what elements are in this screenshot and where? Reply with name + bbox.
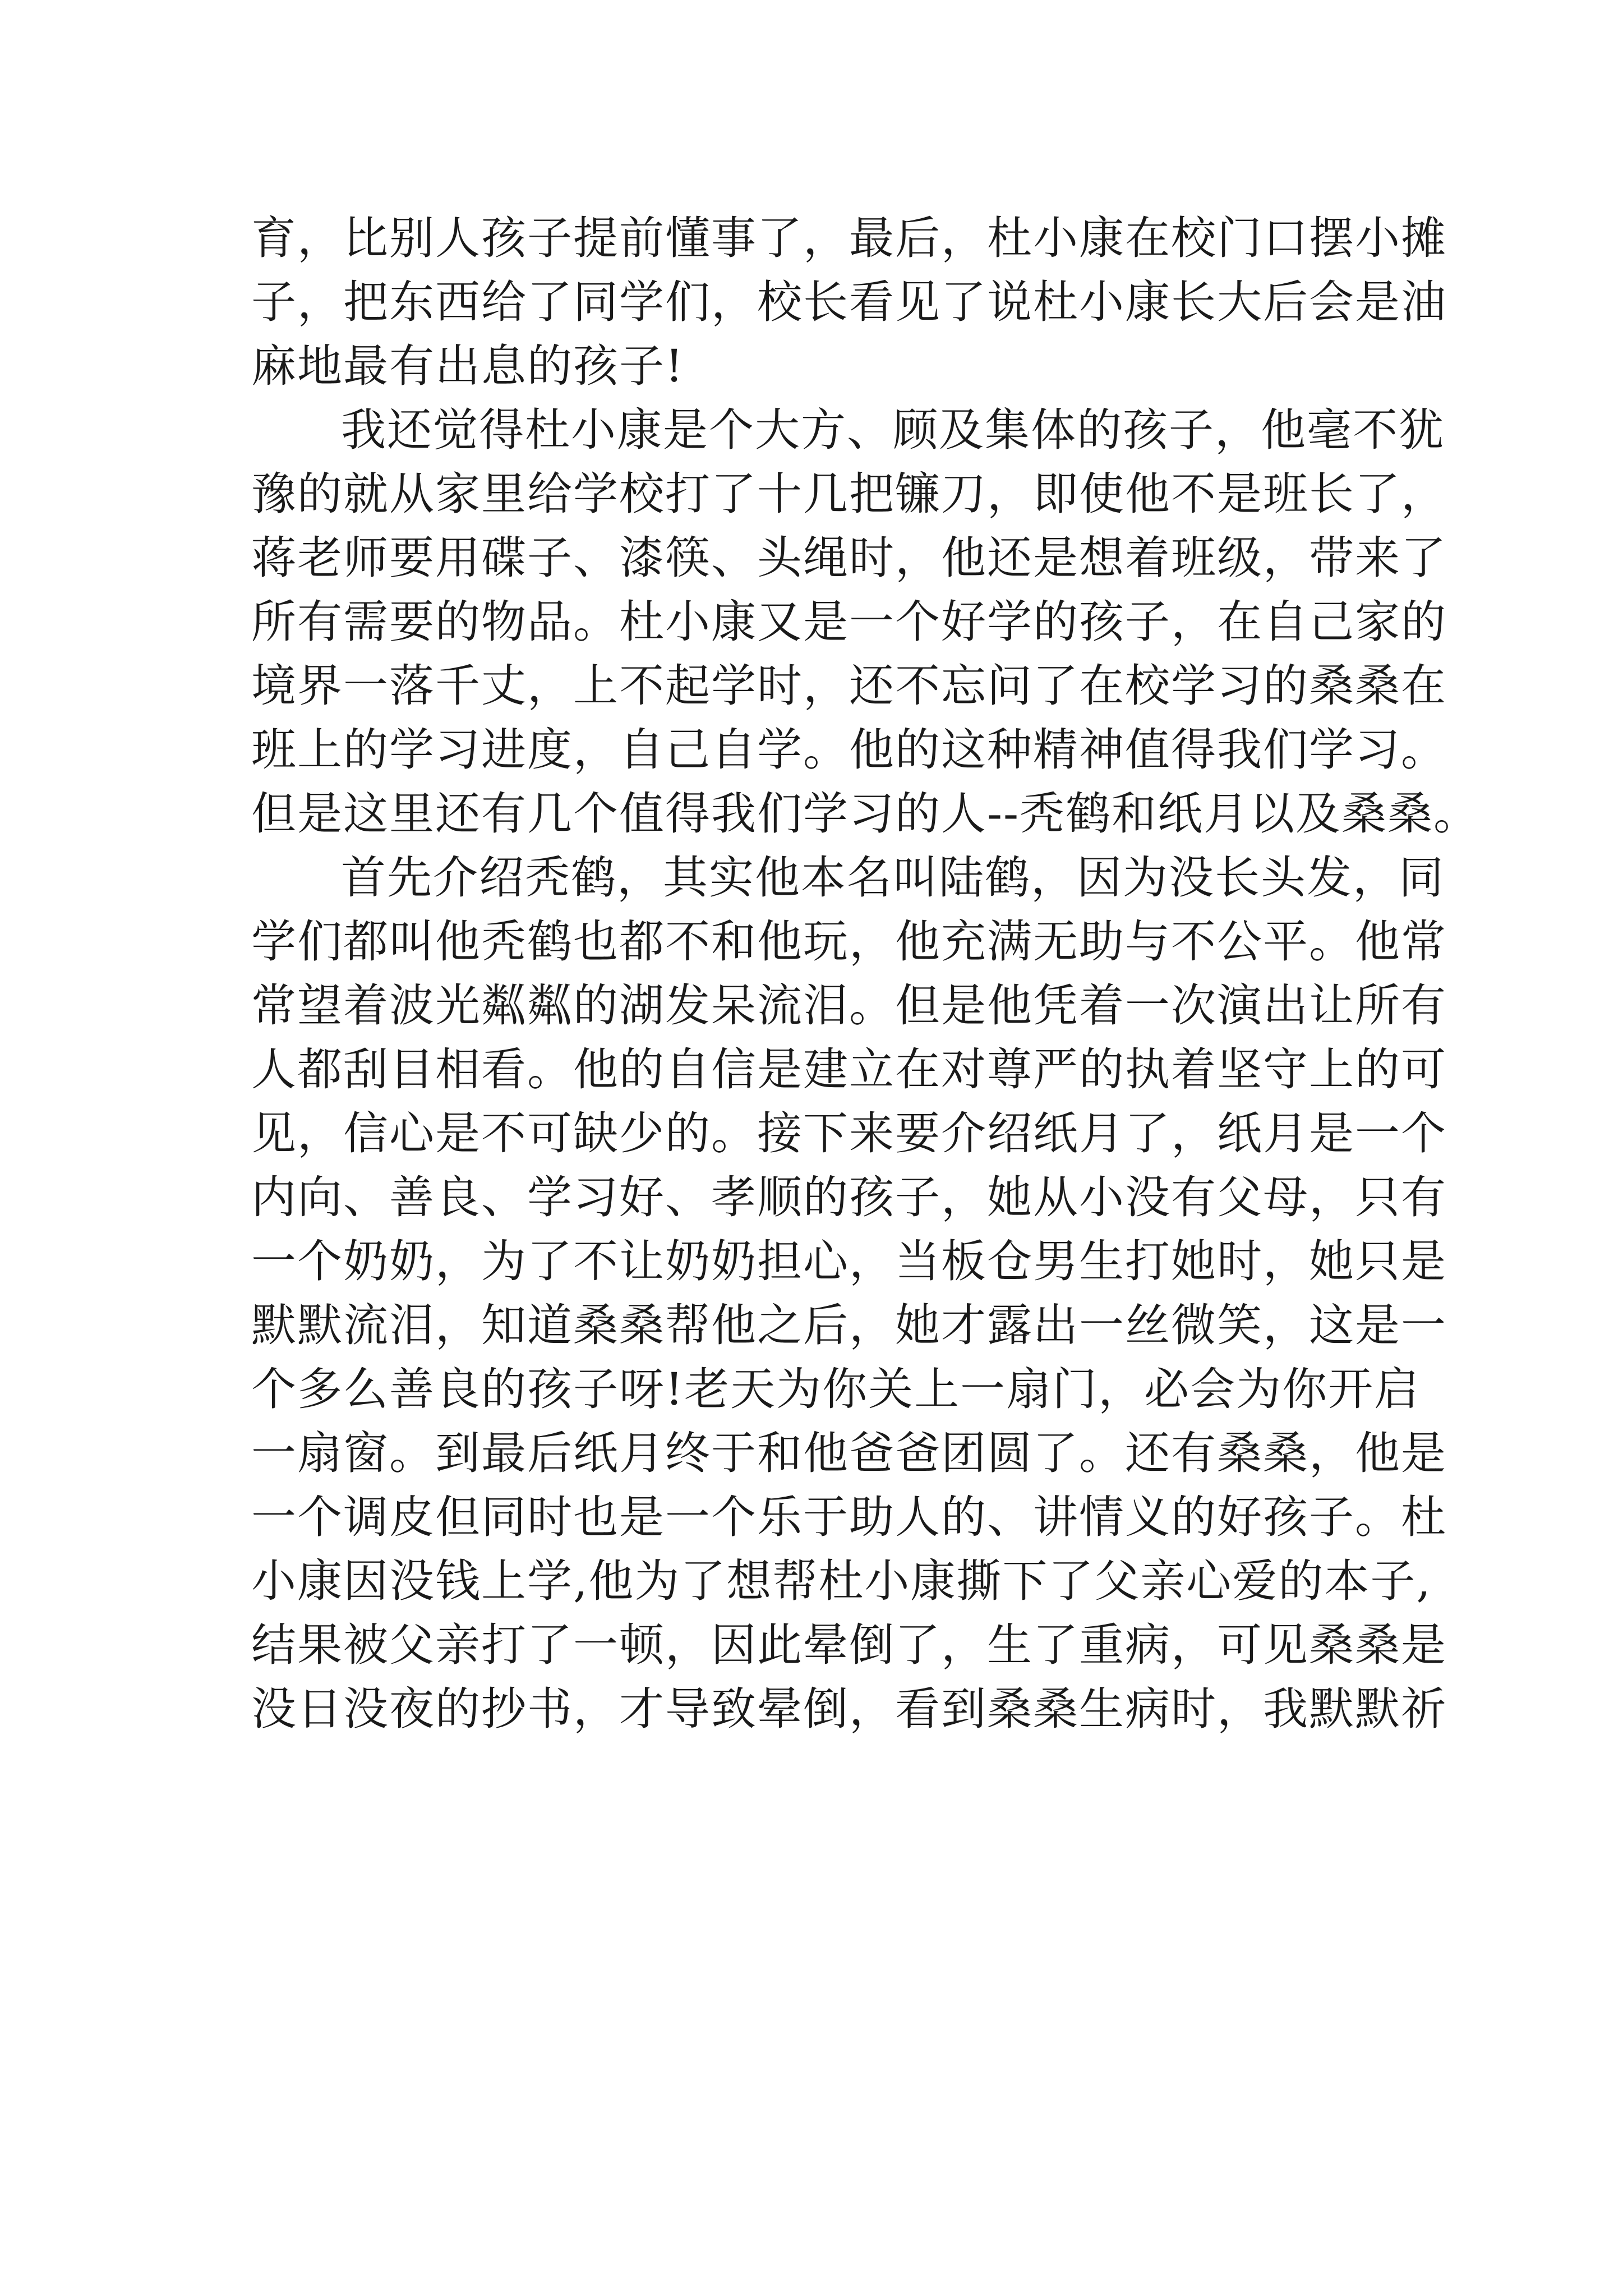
text-line: 班上的学习进度，自己自学。他的这种精神值得我们学习。 bbox=[251, 724, 1447, 776]
text-line: 但是这里还有几个值得我们学习的人--秃鹤和纸月以及桑桑。 bbox=[251, 788, 1480, 840]
text-line: 小康因没钱上学,他为了想帮杜小康撕下了父亲心爱的本子, bbox=[251, 1555, 1432, 1607]
text-line: 见，信心是不可缺少的。接下来要介绍纸月了，纸月是一个 bbox=[251, 1107, 1447, 1159]
text-line: 育，比别人孩子提前懂事了，最后，杜小康在校门口摆小摊 bbox=[251, 212, 1447, 264]
text-line: 蒋老师要用碟子、漆筷、头绳时，他还是想着班级，带来了 bbox=[251, 532, 1447, 584]
text-line: 所有需要的物品。杜小康又是一个好学的孩子，在自己家的 bbox=[251, 596, 1447, 648]
paragraph-first-line: 我还觉得杜小康是个大方、顾及集体的孩子，他毫不犹 bbox=[341, 404, 1445, 456]
text-line: 一扇窗。到最后纸月终于和他爸爸团圆了。还有桑桑，他是 bbox=[251, 1427, 1447, 1479]
text-line: 常望着波光粼粼的湖发呆流泪。但是他凭着一次演出让所有 bbox=[251, 979, 1447, 1032]
text-line: 豫的就从家里给学校打了十几把镰刀，即使他不是班长了， bbox=[251, 468, 1447, 520]
text-line: 子，把东西给了同学们，校长看见了说杜小康长大后会是油 bbox=[251, 276, 1447, 328]
text-line: 麻地最有出息的孩子! bbox=[251, 340, 685, 392]
text-line: 一个奶奶，为了不让奶奶担心，当板仓男生打她时，她只是 bbox=[251, 1235, 1447, 1287]
text-line: 内向、善良、学习好、孝顺的孩子，她从小没有父母，只有 bbox=[251, 1171, 1447, 1223]
text-line: 一个调皮但同时也是一个乐于助人的、讲情义的好孩子。杜 bbox=[251, 1491, 1447, 1543]
text-line: 人都刮目相看。他的自信是建立在对尊严的执着坚守上的可 bbox=[251, 1043, 1447, 1096]
text-line: 个多么善良的孩子呀!老天为你关上一扇门，必会为你开启 bbox=[251, 1363, 1421, 1415]
body-text bbox=[251, 206, 1480, 1741]
text-line: 结果被父亲打了一顿，因此晕倒了，生了重病，可见桑桑是 bbox=[251, 1619, 1447, 1671]
text-line: 学们都叫他秃鹤也都不和他玩，他充满无助与不公平。他常 bbox=[251, 915, 1447, 968]
text-line: 境界一落千丈，上不起学时，还不忘问了在校学习的桑桑在 bbox=[251, 660, 1447, 712]
text-line: 默默流泪，知道桑桑帮他之后，她才露出一丝微笑，这是一 bbox=[251, 1299, 1447, 1351]
paragraph-first-line: 首先介绍秃鹤，其实他本名叫陆鹤，因为没长头发，同 bbox=[341, 852, 1445, 904]
text-line: 没日没夜的抄书，才导致晕倒，看到桑桑生病时，我默默祈 bbox=[251, 1683, 1447, 1735]
